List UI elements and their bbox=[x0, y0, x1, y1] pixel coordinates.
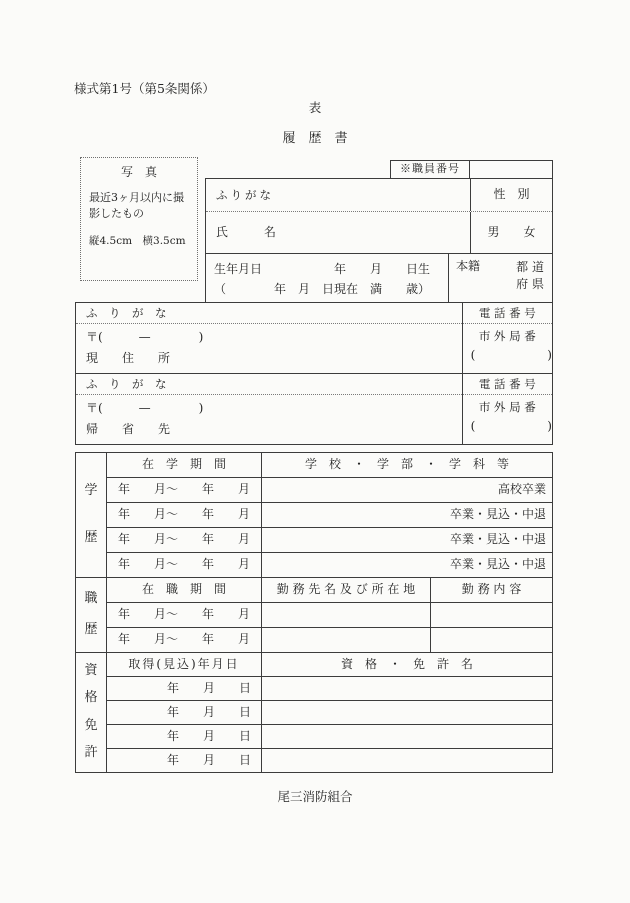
home-address-phone-cell bbox=[463, 374, 552, 444]
work-employer-field bbox=[262, 628, 431, 652]
education-note: 卒業・見込・中退 bbox=[449, 507, 546, 522]
registered-domicile-cell bbox=[449, 254, 552, 302]
education-row bbox=[107, 552, 552, 577]
name-label: 氏 名 bbox=[206, 212, 471, 253]
education-note: 卒業・見込・中退 bbox=[449, 557, 546, 572]
current-address-postal-line: 〒( — ) bbox=[86, 330, 204, 344]
education-school-header: 学 校 ・ 学 部 ・ 学 科 等 bbox=[304, 457, 509, 472]
organization-name: 尾三消防組合 bbox=[277, 789, 353, 804]
education-period-field: 年 月～ 年 月 bbox=[107, 553, 262, 577]
home-area-code-field: ( ) bbox=[470, 419, 552, 433]
education-period-field: 年 月～ 年 月 bbox=[107, 478, 262, 502]
qualification-row bbox=[107, 748, 552, 772]
staff-number-label: ※職員番号 bbox=[390, 160, 470, 179]
photo-box-size-note: 縦4.5cm 横3.5cm bbox=[89, 234, 186, 247]
qualification-date-field: 年 月 日 bbox=[107, 725, 262, 748]
current-phone-label: 電 話 番 号 bbox=[463, 303, 552, 324]
birth-row bbox=[206, 254, 552, 302]
qualification-header-row bbox=[107, 653, 552, 676]
work-period-header: 在 職 期 間 bbox=[107, 578, 262, 602]
current-address-body bbox=[76, 324, 462, 369]
birthdate-line2: （ 年 月 日現在 満 歳） bbox=[214, 282, 431, 296]
home-address-left bbox=[76, 374, 463, 444]
work-section bbox=[76, 577, 552, 652]
education-header-row bbox=[107, 453, 552, 477]
birthdate-field bbox=[206, 254, 449, 302]
education-period-header: 在 学 期 間 bbox=[107, 453, 262, 477]
work-row bbox=[107, 627, 552, 652]
name-table bbox=[205, 178, 553, 303]
work-content-field bbox=[431, 628, 552, 652]
photo-box-title: 写 真 bbox=[120, 165, 157, 179]
education-row bbox=[107, 477, 552, 502]
photo-box-note: 最近3ヶ月以内に撮影したもの bbox=[89, 190, 184, 220]
qualification-date-field: 年 月 日 bbox=[107, 677, 262, 700]
home-address-section bbox=[75, 373, 553, 445]
gender-options: 男 女 bbox=[487, 224, 536, 239]
qualification-name-field bbox=[262, 725, 552, 748]
home-area-code-label: 市 外 局 番 bbox=[478, 400, 536, 414]
current-area-code-field: ( ) bbox=[470, 348, 552, 362]
qualification-name-field bbox=[262, 749, 552, 772]
current-address-section bbox=[75, 302, 553, 374]
qualification-date-header: 取得(見込)年月日 bbox=[107, 653, 262, 676]
history-table bbox=[75, 452, 553, 773]
qualification-section-label: 資 格 免 許 bbox=[76, 653, 107, 772]
current-address-left bbox=[76, 303, 463, 373]
education-row bbox=[107, 502, 552, 527]
work-section-label: 職 歴 bbox=[76, 578, 107, 652]
side-label: 表 bbox=[308, 100, 322, 115]
furigana-row bbox=[206, 179, 552, 212]
photo-box bbox=[80, 157, 198, 281]
current-address-label: 現 住 所 bbox=[86, 351, 171, 365]
work-content-header: 勤 務 内 容 bbox=[461, 582, 522, 597]
education-section-label: 学 歴 bbox=[76, 453, 107, 577]
education-note: 高校卒業 bbox=[497, 482, 546, 497]
qualification-name-field bbox=[262, 677, 552, 700]
current-address-furigana-label: ふ り が な bbox=[76, 303, 462, 324]
current-area-code-label: 市 外 局 番 bbox=[478, 329, 536, 343]
qualification-date-field: 年 月 日 bbox=[107, 749, 262, 772]
domicile-label: 本籍 bbox=[456, 259, 481, 273]
prefecture-suffix: 都 道 府 県 bbox=[516, 260, 544, 291]
home-address-body bbox=[76, 395, 462, 440]
current-address-phone-cell bbox=[463, 303, 552, 373]
work-row bbox=[107, 602, 552, 627]
qualification-date-field: 年 月 日 bbox=[107, 701, 262, 724]
qualification-name-header: 資 格 ・ 免 許 名 bbox=[340, 656, 473, 671]
work-header-row bbox=[107, 578, 552, 602]
qualification-row bbox=[107, 676, 552, 700]
education-section bbox=[76, 453, 552, 577]
work-period-field: 年 月～ 年 月 bbox=[107, 603, 262, 627]
education-period-field: 年 月～ 年 月 bbox=[107, 528, 262, 552]
education-period-field: 年 月～ 年 月 bbox=[107, 503, 262, 527]
home-address-label: 帰 省 先 bbox=[86, 422, 171, 436]
staff-number-row bbox=[390, 160, 553, 179]
qualification-section bbox=[76, 652, 552, 772]
staff-number-field bbox=[470, 160, 553, 179]
work-employer-field bbox=[262, 603, 431, 627]
qualification-row bbox=[107, 700, 552, 724]
furigana-label: ふりがな bbox=[206, 179, 471, 211]
education-row bbox=[107, 527, 552, 552]
page-title: 履 歴 書 bbox=[282, 131, 348, 146]
qualification-name-field bbox=[262, 701, 552, 724]
form-number: 様式第1号（第5条関係） bbox=[74, 81, 215, 96]
home-phone-label: 電 話 番 号 bbox=[463, 374, 552, 395]
work-period-field: 年 月～ 年 月 bbox=[107, 628, 262, 652]
home-address-furigana-label: ふ り が な bbox=[76, 374, 462, 395]
qualification-row bbox=[107, 724, 552, 748]
gender-label: 性 別 bbox=[493, 187, 530, 202]
work-content-field bbox=[431, 603, 552, 627]
home-address-postal-line: 〒( — ) bbox=[86, 401, 204, 415]
name-row bbox=[206, 212, 552, 254]
birthdate-line1: 生年月日 年 月 日生 bbox=[214, 262, 431, 276]
work-employer-header: 勤 務 先 名 及 び 所 在 地 bbox=[262, 578, 431, 602]
education-note: 卒業・見込・中退 bbox=[449, 532, 546, 547]
